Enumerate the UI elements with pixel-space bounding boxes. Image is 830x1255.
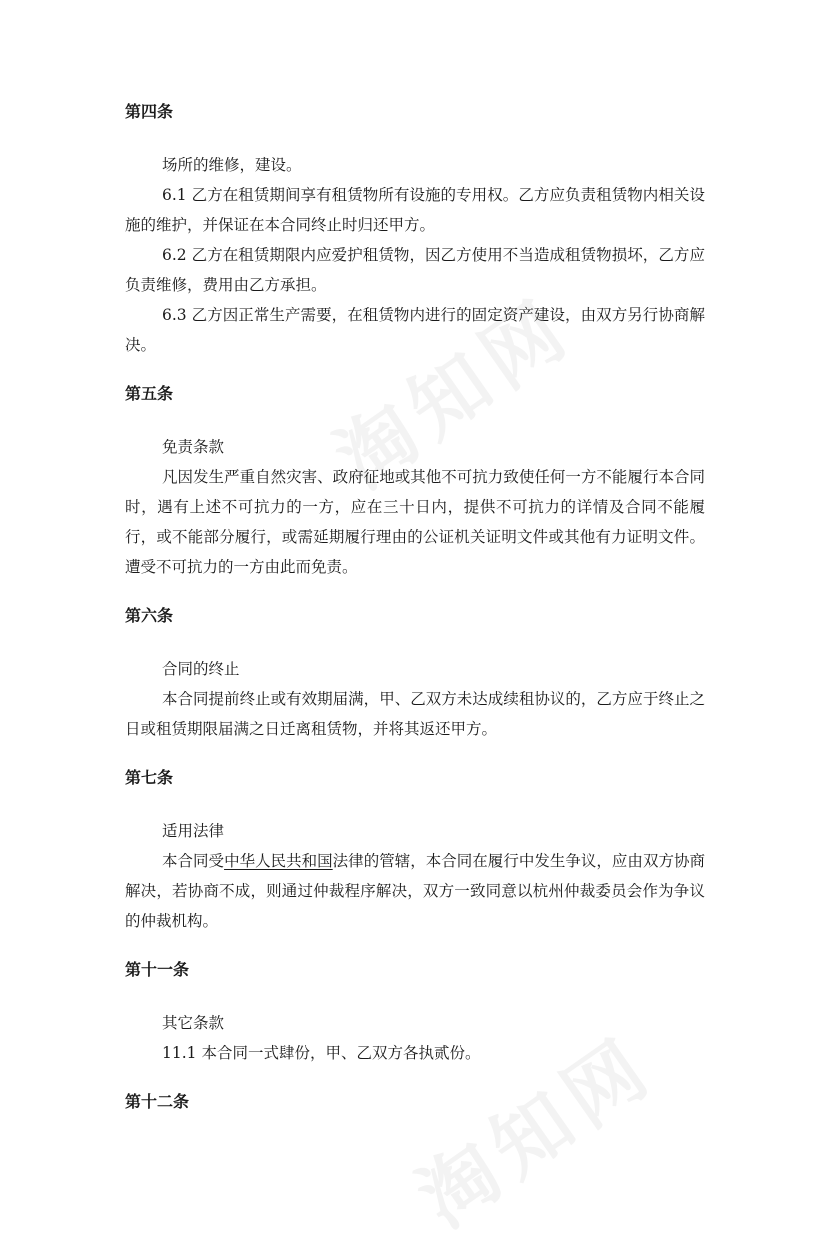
article-heading: 第六条 bbox=[125, 606, 174, 625]
paragraph: 6.1 乙方在租赁期间享有租赁物所有设施的专用权。乙方应负责租赁物内相关设施的维护，并保证在本合同终止时归还甲方。 bbox=[125, 186, 705, 234]
law-country-link[interactable]: 中华人民共和国 bbox=[224, 852, 333, 870]
paragraph bbox=[125, 846, 705, 936]
paragraph: 11.1 本合同一式肆份，甲、乙双方各执贰份。 bbox=[162, 1044, 481, 1062]
paragraph: 6.2 乙方在租赁期限内应爱护租赁物，因乙方使用不当造成租赁物损坏，乙方应负责维修，费用由乙方承担。 bbox=[125, 246, 705, 294]
article-heading: 第十一条 bbox=[125, 960, 190, 979]
paragraph: 6.3 乙方因正常生产需要，在租赁物内进行的固定资产建设，由双方另行协商解决。 bbox=[125, 306, 705, 354]
article-6 bbox=[125, 604, 705, 744]
article-heading: 第七条 bbox=[125, 768, 174, 787]
article-11 bbox=[125, 958, 705, 1068]
paragraph: 场所的维修，建设。 bbox=[162, 156, 302, 174]
paragraph: 合同的终止 bbox=[162, 660, 240, 678]
paragraph: 凡因发生严重自然灾害、政府征地或其他不可抗力致使任何一方不能履行本合同时，遇有上述不可抗力的一方，应在三十日内，提供不可抗力的详情及合同不能履行，或不能部分履行，或需延期履行理由的公证机关证明文件或其他有力证明文件。遭受不可抗力的一方由此而免责。 bbox=[125, 468, 705, 576]
document-body bbox=[125, 100, 705, 1140]
article-4 bbox=[125, 100, 705, 360]
law-text-after: 法律的管辖，本合同在履行中发生争议，应由双方协商解决，若协商不成，则通过仲裁程序解决，双方一致同意以杭州仲裁委员会作为争议的仲裁机构。 bbox=[125, 852, 705, 930]
article-5 bbox=[125, 382, 705, 582]
paragraph: 本合同提前终止或有效期届满，甲、乙双方未达成续租协议的，乙方应于终止之日或租赁期限届满之日迁离租赁物，并将其返还甲方。 bbox=[125, 690, 705, 738]
law-text-before: 本合同受 bbox=[162, 852, 225, 870]
paragraph: 免责条款 bbox=[162, 438, 225, 456]
article-7 bbox=[125, 766, 705, 936]
article-heading: 第十二条 bbox=[125, 1092, 190, 1111]
paragraph: 其它条款 bbox=[162, 1014, 225, 1032]
article-heading: 第五条 bbox=[125, 384, 174, 403]
article-12 bbox=[125, 1090, 705, 1114]
article-heading: 第四条 bbox=[125, 102, 174, 121]
paragraph: 适用法律 bbox=[162, 822, 225, 840]
